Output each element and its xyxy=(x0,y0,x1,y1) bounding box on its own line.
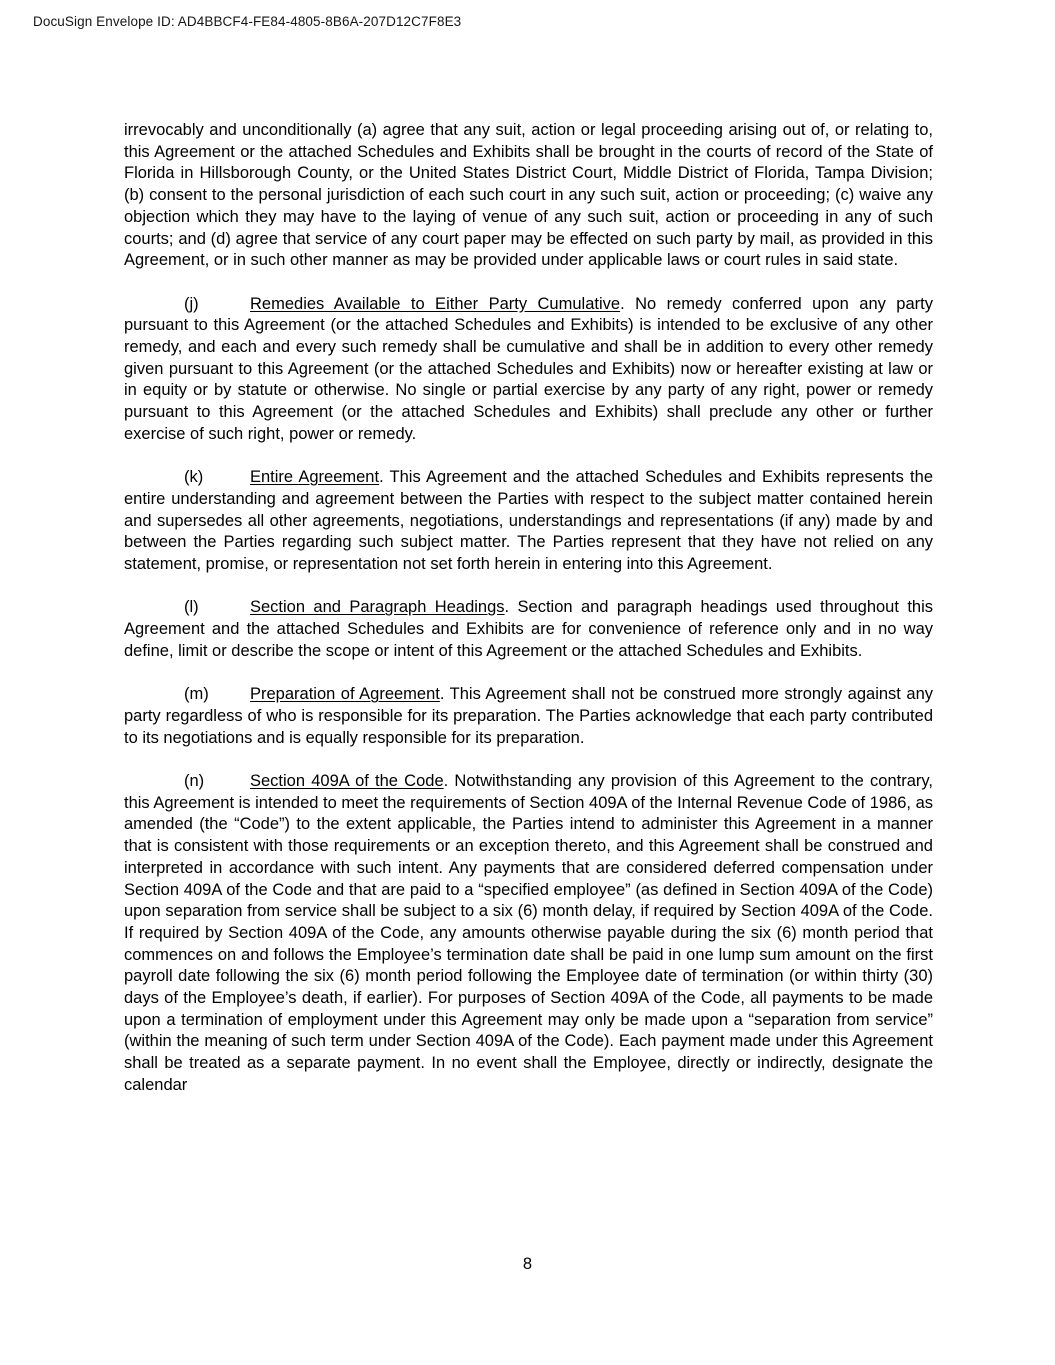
document-body xyxy=(124,120,933,1097)
paragraph-label: (j) xyxy=(184,294,199,313)
paragraph: (l) Section and Paragraph Headings. Section and paragraph headings used throughout this Agreement and the attached Schedules and Exhibits are for convenience of reference only and in no way define, limit or describe the scope or intent of this Agreement or the attached Schedules and Exhibits. xyxy=(124,598,934,660)
paragraph: (n) Section 409A of the Code. Notwithstanding any provision of this Agreement to the contrary, this Agreement is intended to meet the requirements of Section 409A of the Internal Revenue Code of 1986, as amended (the “Code”) to the extent applicable, the Parties intend to administer this Agreement in a manner that is consistent with those requirements or an exception thereto, and this Agreement shall be construed and interpreted in accordance with such intent. Any payments that are considered deferred compensation under Section 409A of the Code and that are paid to a “specified employee” (as defined in Section 409A of the Code) upon separation from service shall be subject to a six (6) month delay, if required by Section 409A of the Code. If required by Section 409A of the Code, any amounts otherwise payable during the six (6) month period that commences on and follows the Employee’s termination date shall be paid in one lump sum amount on the first payroll date following the six (6) month period following the Employee date of termination (or within thirty (30) days of the Employee’s death, if earlier). For purposes of Section 409A of the Code, all payments to be made upon a termination of employment under this Agreement may only be made upon a “separation from service” (within the meaning of such term under Section 409A of the Code). Each payment made under this Agreement shall be treated as a separate payment. In no event shall the Employee, directly or indirectly, designate the calendar xyxy=(124,772,934,1094)
paragraph-label: (l) xyxy=(184,598,199,617)
paragraph-heading: Section 409A of the Code xyxy=(250,772,444,791)
paragraph-heading: Remedies Available to Either Party Cumulative xyxy=(250,294,621,313)
paragraph: (m) Preparation of Agreement. This Agreement shall not be construed more strongly against any party regardless of who is responsible for its preparation. The Parties acknowledge that each party contributed to its negotiations and is equally responsible for its preparation. xyxy=(124,685,933,747)
docusign-envelope-id: DocuSign Envelope ID: AD4BBCF4-FE84-4805-8B6A-207D12C7F8E3 xyxy=(33,14,462,29)
paragraph: irrevocably and unconditionally (a) agree that any suit, action or legal proceeding arising out of, or relating to, this Agreement or the attached Schedules and Exhibits shall be brought in the courts of record of the State of Florida in Hillsborough County, or the United States District Court, Middle District of Florida, Tampa Division; (b) consent to the personal jurisdiction of each such court in any such suit, action or proceeding; (c) waive any objection which they may have to the laying of venue of any such suit, action or proceeding in any of such courts; and (d) agree that service of any court paper may be effected on such party by mail, as provided in this Agreement, or in such other manner as may be provided under applicable laws or court rules in said state. xyxy=(124,121,933,270)
paragraph-label: (n) xyxy=(184,772,205,791)
paragraph: (k) Entire Agreement. This Agreement and the attached Schedules and Exhibits represents the entire understanding and agreement between the Parties with respect to the subject matter contained herein and supersedes all other agreements, negotiations, understandings and representations (if any) made by and between the Parties regarding such subject matter. The Parties represent that they have not relied on any statement, promise, or representation not set forth herein in entering into this Agreement. xyxy=(124,468,933,574)
paragraph-label: (m) xyxy=(184,685,209,704)
paragraph-label: (k) xyxy=(184,468,204,487)
paragraph-heading: Preparation of Agreement xyxy=(250,685,440,704)
paragraph-heading: Entire Agreement xyxy=(250,468,380,487)
page-number: 8 xyxy=(522,1255,533,1273)
paragraph-heading: Section and Paragraph Headings xyxy=(250,598,505,617)
paragraph: (j) Remedies Available to Either Party Cumulative. No remedy conferred upon any party pursuant to this Agreement (or the attached Schedules and Exhibits) is intended to be exclusive of any other remedy, and each and every such remedy shall be cumulative and shall be in addition to every other remedy given pursuant to this Agreement (or the attached Schedules and Exhibits) now or hereafter existing at law or in equity or by statute or otherwise. No single or partial exercise by any party of any right, power or remedy pursuant to this Agreement (or the attached Schedules and Exhibits) shall preclude any other or further exercise of such right, power or remedy. xyxy=(124,294,933,443)
